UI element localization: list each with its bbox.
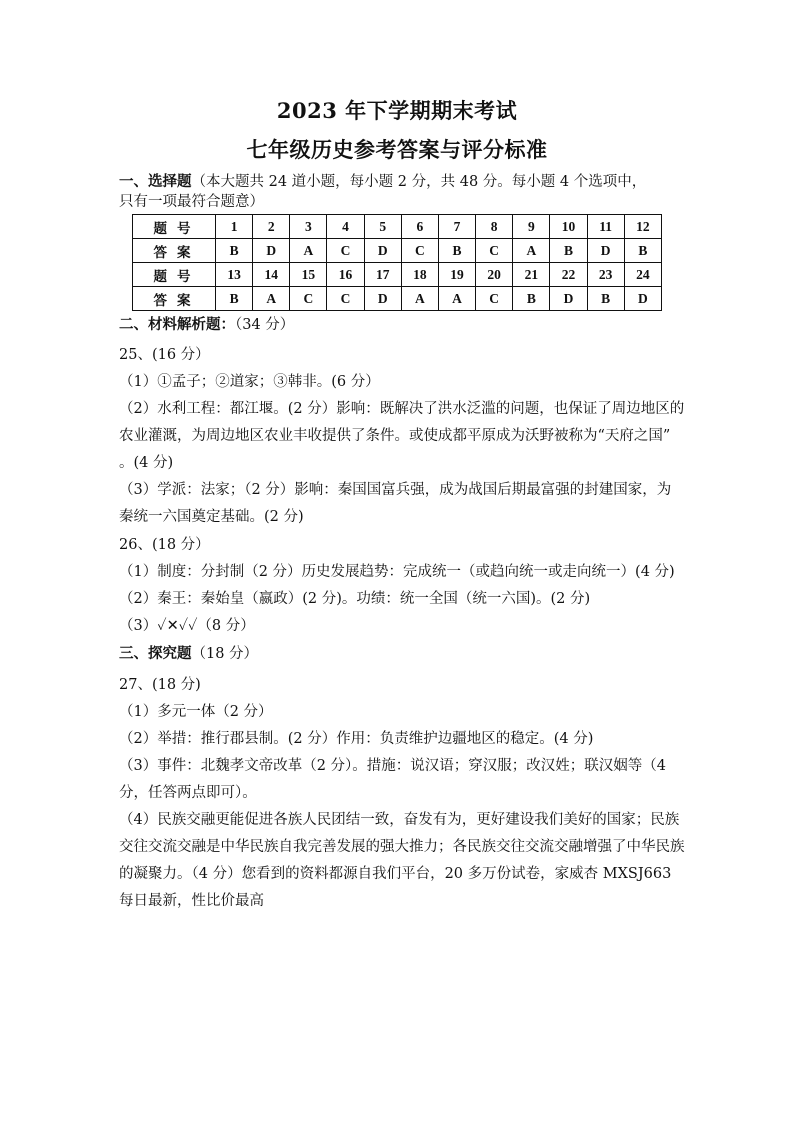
table-cell: B	[624, 239, 661, 263]
q26-p1: （1）制度：分封制（2 分）历史发展趋势：完成统一（或趋向统一或走向统一）(4 分)	[119, 564, 675, 580]
table-cell: 5	[364, 215, 401, 239]
q26-p3: （3）✓✕✓✓（8 分）	[119, 618, 255, 634]
section1-desc-1: （本大题共 24 道小题，每小题 2 分，共 48 分。每小题 4 个选项中，	[191, 174, 647, 190]
table-cell: 21	[513, 263, 550, 287]
table-cell: D	[624, 287, 661, 311]
section3-points: （18 分）	[191, 646, 259, 662]
q25-p3: （3）学派：法家；（2 分）影响：秦国国富兵强，成为战国后期最富强的封建国家，为秦统一六国奠定基础。(2 分)	[119, 482, 672, 525]
table-cell: C	[476, 239, 513, 263]
q27-p3: （3）事件：北魏孝文帝改革（2 分）。措施：说汉语；穿汉服；改汉姓；联汉姻等（4 分，任答两点即可）。	[119, 758, 667, 801]
section1-header	[119, 173, 685, 191]
q27-p2: （2）举措：推行郡县制。(2 分）作用：负责维护边疆地区的稳定。(4 分)	[119, 731, 594, 747]
table-cell: C	[327, 239, 364, 263]
table-cell: 1	[216, 215, 253, 239]
q27-head: 27、(18 分)	[119, 677, 201, 693]
section2-heading: 二、材料解析题：	[119, 316, 235, 333]
table-cell: A	[253, 287, 290, 311]
table-cell: 12	[624, 215, 661, 239]
table-cell: A	[290, 239, 327, 263]
table-row-numbers-2	[133, 263, 662, 287]
page-title: 2023 年下学期期末考试	[276, 98, 518, 123]
num-label: 题号	[133, 215, 216, 239]
table-cell: A	[513, 239, 550, 263]
q27-p4: （4）民族交融更能促进各族人民团结一致，奋发有为，更好建设我们美好的国家；民族交往交流交融是中华民族自我完善发展的强大推力；各民族交往交流交融增强了中华民族的凝聚力。（4 分）您看到的资料都源自我们平台，20 多万份试卷，家威杏 MXSJ663 每日最新，性比价最高	[119, 812, 685, 909]
table-cell: 14	[253, 263, 290, 287]
table-cell: 16	[327, 263, 364, 287]
table-cell: 22	[550, 263, 587, 287]
table-cell: 23	[587, 263, 624, 287]
q26-head: 26、(18 分）	[119, 537, 210, 553]
table-cell: D	[364, 287, 401, 311]
q25-p1: （1）①孟子；②道家；③韩非。(6 分）	[119, 374, 380, 390]
table-cell: 8	[476, 215, 513, 239]
table-row-answers-2	[133, 287, 662, 311]
table-cell: 20	[476, 263, 513, 287]
table-cell: C	[290, 287, 327, 311]
table-cell: B	[438, 239, 475, 263]
table-cell: 24	[624, 263, 661, 287]
q26-p2: （2）秦王：秦始皇（嬴政）(2 分)。功绩：统一全国（统一六国)。(2 分)	[119, 591, 591, 607]
section3-heading: 三、探究题	[119, 645, 192, 662]
section2-header	[119, 316, 685, 334]
table-cell: C	[476, 287, 513, 311]
table-cell: B	[216, 239, 253, 263]
table-cell: 4	[327, 215, 364, 239]
table-cell: 18	[401, 263, 438, 287]
table-cell: B	[216, 287, 253, 311]
q25-head: 25、(16 分）	[119, 347, 210, 363]
section2-points: （34 分）	[235, 317, 295, 333]
section1-desc-2: 只有一项最符合题意）	[119, 194, 264, 210]
table-cell: 15	[290, 263, 327, 287]
table-cell: C	[327, 287, 364, 311]
table-cell: D	[587, 239, 624, 263]
table-cell: D	[550, 287, 587, 311]
table-cell: B	[513, 287, 550, 311]
table-cell: 3	[290, 215, 327, 239]
table-cell: 10	[550, 215, 587, 239]
ans-label: 答案	[133, 287, 216, 311]
table-row-answers-1	[133, 239, 662, 263]
q25-p2: （2）水利工程：都江堰。(2 分）影响：既解决了洪水泛滥的问题，也保证了周边地区的农业灌溉，为周边地区农业丰收提供了条件。或使成都平原成为沃野被称为“天府之国” 。(4 分)	[119, 401, 685, 471]
table-cell: 9	[513, 215, 550, 239]
num-label: 题号	[133, 263, 216, 287]
table-cell: 13	[216, 263, 253, 287]
table-cell: A	[401, 287, 438, 311]
section3-header	[119, 645, 685, 663]
table-cell: D	[364, 239, 401, 263]
table-cell: A	[438, 287, 475, 311]
section1-heading: 一、选择题	[119, 173, 192, 190]
page-subtitle: 七年级历史参考答案与评分标准	[246, 137, 548, 162]
table-cell: D	[253, 239, 290, 263]
ans-label: 答案	[133, 239, 216, 263]
table-cell: 7	[438, 215, 475, 239]
table-cell: 6	[401, 215, 438, 239]
answer-table	[132, 214, 662, 311]
table-cell: 17	[364, 263, 401, 287]
table-cell: B	[550, 239, 587, 263]
table-cell: 19	[438, 263, 475, 287]
q27-p1: （1）多元一体（2 分）	[119, 704, 273, 720]
table-cell: 11	[587, 215, 624, 239]
table-row-numbers-1	[133, 215, 662, 239]
table-cell: B	[587, 287, 624, 311]
table-cell: 2	[253, 215, 290, 239]
table-cell: C	[401, 239, 438, 263]
